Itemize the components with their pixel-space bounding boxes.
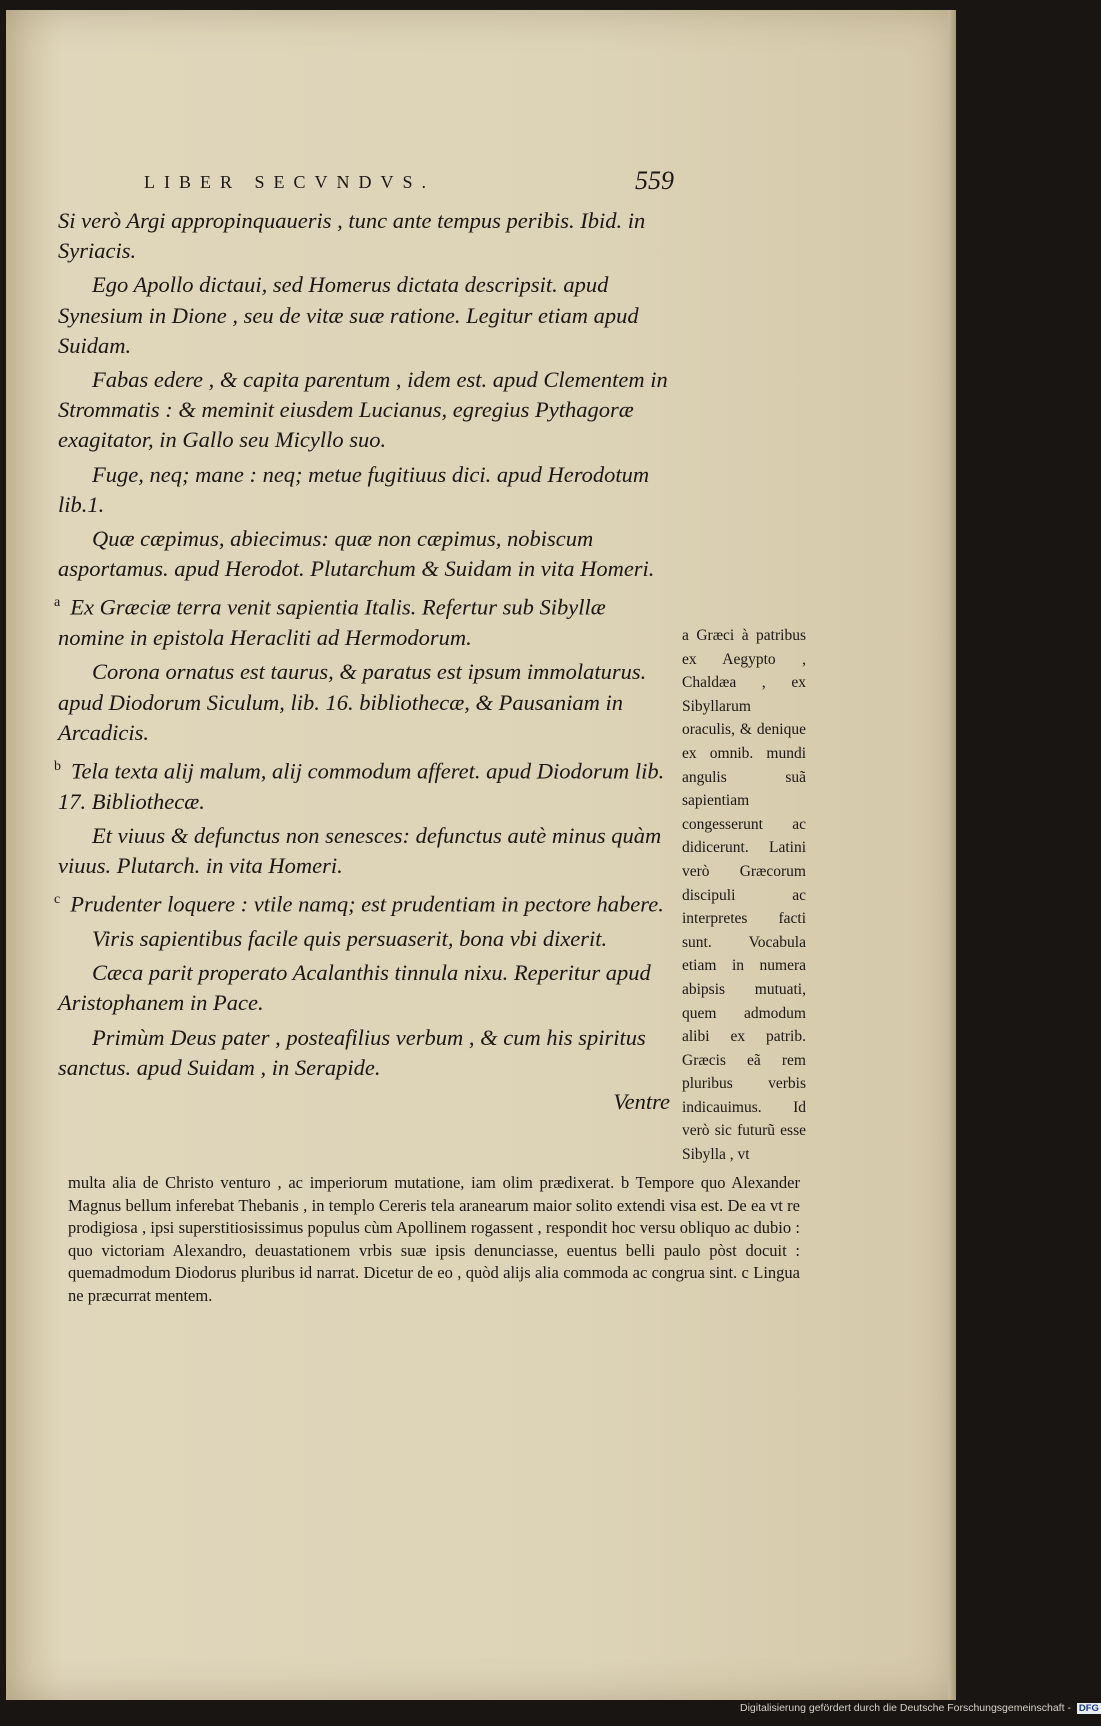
main-paragraph: Fabas edere , & capita parentum , idem est. apud Clementem in Strommatis : & meminit eiusdem Lucianus, egregius Pythagoræ exagitator, in Gallo seu Micyllo suo. xyxy=(58,367,668,453)
dfg-logo: DFG xyxy=(1078,1703,1099,1714)
main-paragraph-marked xyxy=(54,885,670,920)
main-paragraph: Viris sapientibus facile quis persuaserit, bona vbi dixerit. xyxy=(92,925,608,951)
folio-number: 559 xyxy=(635,166,674,195)
main-paragraph: Quæ cæpimus, abiecimus: quæ non cæpimus, nobiscum asportamus. apud Herodot. Plutarchum & Suidam in vita Homeri. xyxy=(58,526,655,582)
side-note-mark: a xyxy=(682,627,689,644)
running-title: LIBER SECVNDVS. xyxy=(144,172,436,192)
digitization-credit xyxy=(740,1702,1101,1722)
page-edge xyxy=(948,10,956,1700)
catchword: Ventre xyxy=(613,1088,670,1114)
book-page xyxy=(6,10,956,1700)
main-paragraph: Et viuus & defunctus non senesces: defunctus autè minus quàm viuus. Plutarch. in vita Homeri. xyxy=(58,822,662,879)
bottom-note xyxy=(68,1172,800,1308)
main-paragraph-marked xyxy=(54,752,670,817)
note-mark-a: a xyxy=(54,595,61,611)
main-paragraph-text: Ex Græciæ terra venit sapientia Italis. Refertur sub Sibyllæ nomine in epistola Heracliti ad Hermodorum. xyxy=(58,594,606,651)
main-text xyxy=(54,206,670,1121)
main-paragraph-text: Tela texta alij malum, alij commodum afferet. apud Diodorum lib. 17. Bibliothecæ. xyxy=(58,758,665,814)
main-paragraph: Corona ornatus est taurus, & paratus est ipsum immolaturus. apud Diodorum Siculum, lib. 16. bibliothecæ, & Pausaniam in Arcadicis. xyxy=(58,659,647,745)
note-mark-b: b xyxy=(54,758,61,774)
credit-text: Digitalisierung gefördert durch die Deutsche Forschungsgemeinschaft - xyxy=(740,1702,1071,1714)
main-paragraph: Ego Apollo dictaui, sed Homerus dictata descripsit. apud Synesium in Dione , seu de vitæ suæ ratione. Legitur etiam apud Suidam. xyxy=(58,272,639,358)
main-paragraph: Si verò Argi appropinquaueris , tunc ante tempus peribis. Ibid. in Syriacis. xyxy=(58,208,646,264)
main-paragraph-marked xyxy=(54,588,670,653)
main-paragraph: Fuge, neq; mane : neq; metue fugitiuus dici. apud Herodotum lib.1. xyxy=(58,461,650,517)
note-mark-c: c xyxy=(54,892,61,908)
main-paragraph-text: Prudenter loquere : vtile namq; est prudentiam in pectore habere. xyxy=(70,891,664,917)
bottom-note-text: multa alia de Christo venturo , ac imperiorum mutatione, iam olim prædixerat. b Tempore quo Alexander Magnus bellum inferebat Thebanis , in templo Cereris tela aranearum maior solito extendi visa est. De ea vt re prodigiosa , ipsi superstitiosissimus populus cùm Apollinem rogassent , respondit hoc versu obliquo ac dubio : quo victoriam Alexandro, deuastationem vrbis suæ ipsis denunciasse, euentus belli paulo pòst docuit : quemadmodum Diodorus pluribus id narrat. Dicetur de eo , quòd alijs alia commoda ac congrua sint. c Lingua ne præcurrat mentem. xyxy=(68,1173,800,1305)
side-note-text: Græci à patribus ex Aegypto , Chaldæa , ex Sibyllarum oraculis, & denique ex omnib. mundi angulis suã sapientiam congesserunt ac didicerunt. Latini verò Græcorum discipuli ac interpretes facti sunt. Vocabula etiam in numera abipsis mutuati, quem admodum alibi ex patrib. Græcis eã rem pluribus verbis indicauimus. Id verò sic futurũ esse Sibylla , vt xyxy=(682,627,806,1164)
side-note xyxy=(682,624,806,1167)
main-paragraph: Primùm Deus pater , posteafilius verbum , & cum his spiritus sanctus. apud Suidam , in Serapide. xyxy=(58,1024,646,1080)
main-paragraph: Cæca parit properato Acalanthis tinnula nixu. Reperitur apud Aristophanem in Pace. xyxy=(58,960,651,1016)
